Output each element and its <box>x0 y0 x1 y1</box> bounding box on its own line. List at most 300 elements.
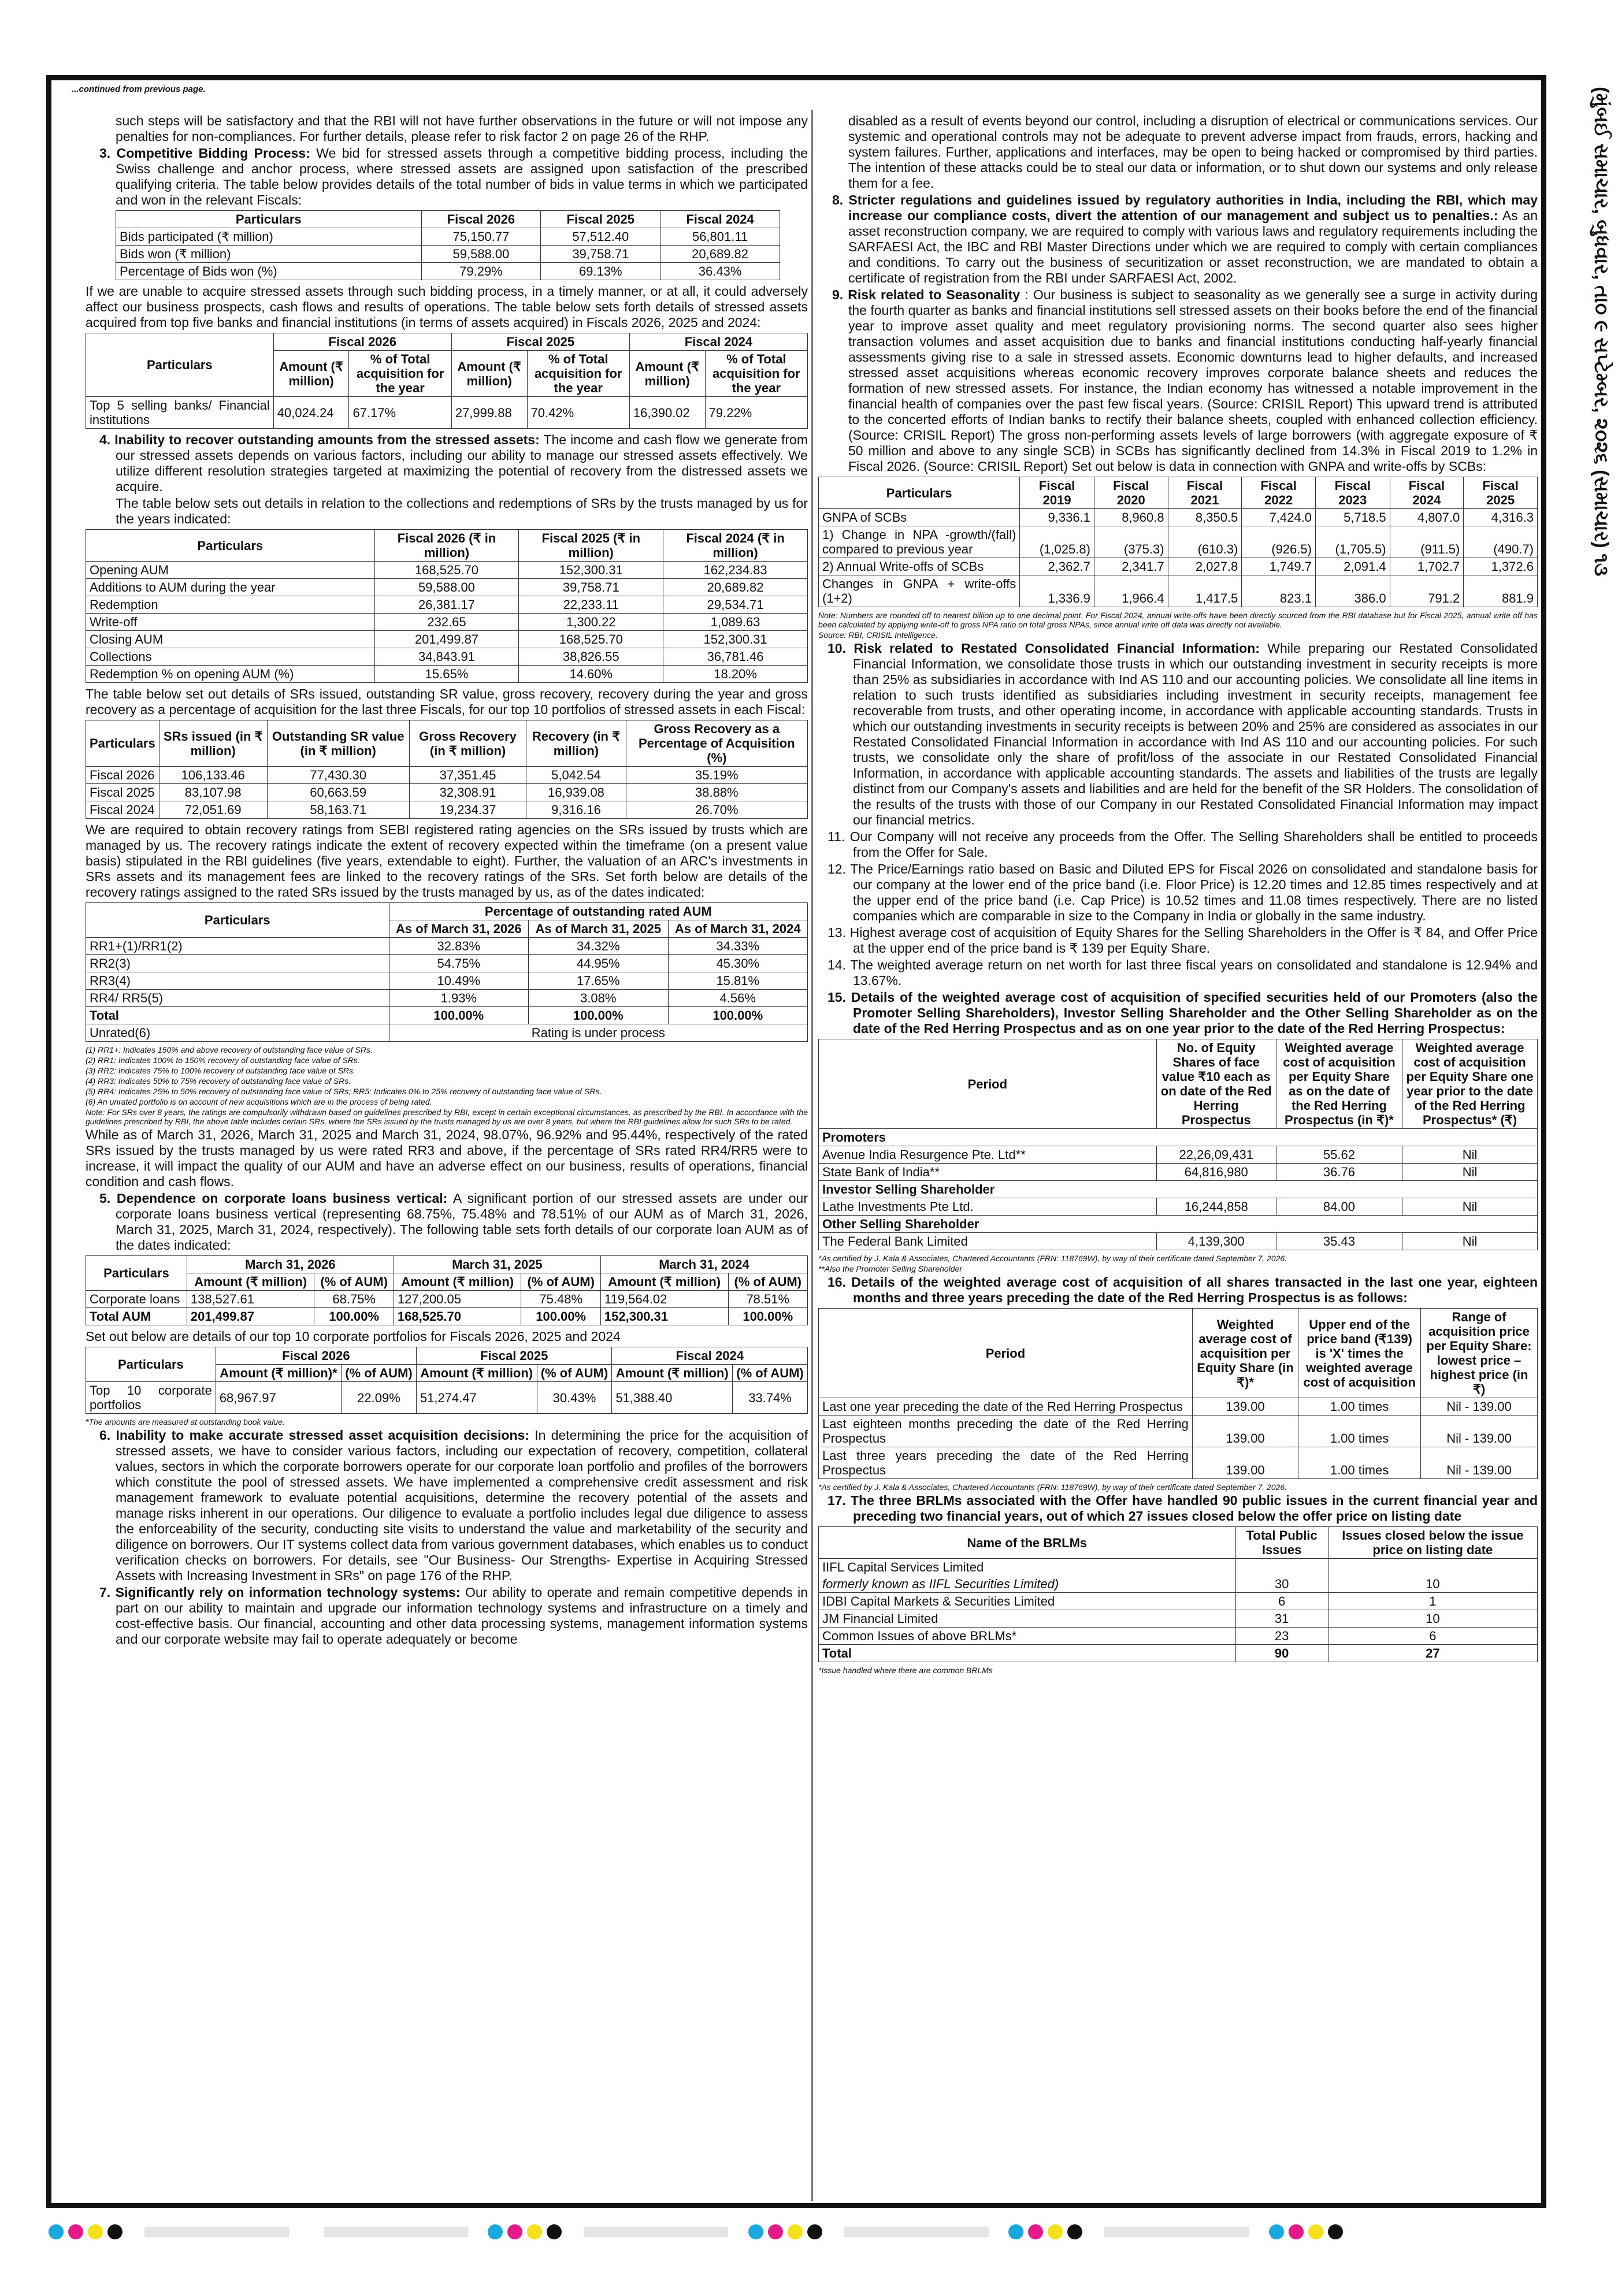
th: As of March 31, 2025 <box>529 920 668 938</box>
cell: 35.43 <box>1276 1233 1402 1250</box>
th: (% of AUM) <box>733 1365 808 1382</box>
note: Note: Numbers are rounded off to nearest billion up to one decimal point. For Fiscal 2024, annual write-offs have been directly sourced from the RBI database but for Fiscal 2025, annual write off has been calculated by applying write-off to gross NPA ratio on total gross NPAs, since annual write off data was directly not available. <box>818 611 1538 629</box>
th: Range of acquisition price per Equity Share: lowest price – highest price (in ₹) <box>1421 1309 1538 1398</box>
cell: Total <box>819 1645 1236 1662</box>
th: Period <box>819 1309 1193 1398</box>
cell: 1,089.63 <box>663 614 808 631</box>
cell: 67.17% <box>349 397 451 429</box>
cell: 1,702.7 <box>1390 558 1464 575</box>
cell: 20,689.82 <box>660 246 780 263</box>
cell: Avenue India Resurgence Pte. Ltd** <box>819 1146 1157 1164</box>
th: Fiscal 2025 (₹ in million) <box>519 530 663 562</box>
risk-heading: 4. Inability to recover outstanding amounts from the stressed assets: <box>99 432 540 447</box>
risk-heading: 7. Significantly rely on information technology systems: <box>99 1585 461 1600</box>
transacted-table <box>818 1308 1538 1479</box>
table-row <box>86 1382 808 1414</box>
magenta-dot <box>1289 2224 1304 2239</box>
cell: 20,689.82 <box>663 579 808 596</box>
risk-3 <box>86 146 808 208</box>
cell: 75,150.77 <box>421 228 541 246</box>
risk-text: A significant portion of our stressed assets are under our corporate loans business vertical (representing 68.75%, 75.48% and 78.51% of our AUM as of March 31, 2026, March 31, 2025, March 31, 2024, respectively). The following table sets forth details of our corporate loan AUM as of the dates indicated: <box>116 1191 808 1253</box>
gray-bar <box>844 2227 989 2237</box>
th: Fiscal 2026 (₹ in million) <box>374 530 519 562</box>
cell: 90 <box>1235 1645 1328 1662</box>
cell: 152,300.31 <box>600 1308 728 1325</box>
cell: RR1+(1)/RR1(2) <box>86 938 389 955</box>
cell <box>1328 1559 1537 1576</box>
table-row <box>86 579 808 596</box>
cell: 201,499.87 <box>374 631 519 648</box>
th: Particulars <box>86 903 389 938</box>
cell: Lathe Investments Pte Ltd. <box>819 1198 1157 1216</box>
table-row <box>819 509 1538 526</box>
th: Period <box>819 1039 1157 1129</box>
cell: RR4/ RR5(5) <box>86 990 389 1007</box>
risk-heading: 6. Inability to make accurate stressed asset acquisition decisions: <box>99 1428 529 1443</box>
cell: 60,663.59 <box>267 784 409 801</box>
th: As of March 31, 2024 <box>668 920 807 938</box>
cell: 119,564.02 <box>600 1291 728 1308</box>
cell: 83,107.98 <box>159 784 267 801</box>
th: (% of AUM) <box>537 1365 612 1382</box>
th: Percentage of outstanding rated AUM <box>389 903 807 920</box>
cell: 84.00 <box>1276 1198 1402 1216</box>
th: Fiscal 2019 <box>1020 477 1094 509</box>
para: such steps will be satisfactory and that the RBI will not have further observations in the future or will not impose any penalties for non-compliances. For further details, please refer to risk factor 2 on page 26 of the RHP. <box>116 113 808 144</box>
cell: 139.00 <box>1192 1416 1298 1447</box>
th: March 31, 2024 <box>600 1256 807 1273</box>
aum-table <box>86 529 808 683</box>
risk-6 <box>86 1428 808 1584</box>
cell: Fiscal 2026 <box>86 767 159 784</box>
th: Fiscal 2026 <box>273 333 451 351</box>
th: Fiscal 2025 <box>416 1347 612 1365</box>
risk-text: As an asset reconstruction company, we are required to comply with various laws and regulatory requirements including the SARFAESI Act, the IBC and RBI Master Directions under which we are required to comply with certain compliances and conditions. To carry out the business of securitization or asset reconstruction, we are mandated to obtain a certificate of registration from the RBI under SARFAESI Act, 2002. <box>848 208 1538 285</box>
th: March 31, 2025 <box>394 1256 600 1273</box>
cell: Last eighteen months preceding the date of the Red Herring Prospectus <box>819 1416 1193 1447</box>
cell: 1) Change in NPA -growth/(fall) compared to previous year <box>819 526 1020 558</box>
th: Amount (₹ million) <box>416 1365 537 1382</box>
cell: 30.43% <box>537 1382 612 1414</box>
cell: RR2(3) <box>86 955 389 972</box>
cell: 100.00% <box>728 1308 807 1325</box>
gray-bar <box>144 2227 289 2237</box>
cell: Last one year preceding the date of the Red Herring Prospectus <box>819 1398 1193 1416</box>
cell: 34,843.91 <box>374 648 519 666</box>
table-row <box>819 1233 1538 1250</box>
continued-note: ...continued from previous page. <box>72 84 206 94</box>
cell: 57,512.40 <box>541 228 660 246</box>
note: (2) RR1: Indicates 100% to 150% recovery of outstanding face value of SRs. <box>86 1056 360 1065</box>
th: Amount (₹ million) <box>612 1365 733 1382</box>
cell: 152,300.31 <box>519 562 663 579</box>
cell: 75.48% <box>521 1291 600 1308</box>
para: While as of March 31, 2026, March 31, 2025 and March 31, 2024, 98.07%, 96.92% and 95.44%, respectively of the rated SRs issued by the trusts managed by us were rated RR3 and above, if the percentage of SRs rated RR4/RR5 were to increase, it will impact the quality of our AUM and have an adverse effect on our business, results of operations, financial condition and cash flows. <box>86 1127 808 1189</box>
cell: 51,388.40 <box>612 1382 733 1414</box>
para: The table below sets out details in relation to the collections and redemptions of SRs by the trusts managed by us for the years indicated: <box>116 496 808 526</box>
table-row <box>819 1216 1538 1233</box>
para: Set out below are details of our top 10 corporate portfolios for Fiscals 2026, 2025 and 2024 <box>86 1329 621 1344</box>
th: Outstanding SR value (in ₹ million) <box>267 720 409 767</box>
magenta-dot <box>68 2224 83 2239</box>
cell: Nil <box>1402 1164 1538 1181</box>
risk-text: : Our business is subject to seasonality as we generally see a surge in activity during the fourth quarter as banks and financial institutions sell stressed assets on their books before the end of the financial year to improve asset quality and meet regulatory provisioning norms. The second quarter also sees higher transaction volumes and asset acquisition due to banks and financial institutions conducting half-yearly financial assessments giving rise to a sale in stressed assets. Economic downturns lead to higher defaults, and increased stressed asset acquisitions whereas economic recovery improves corporate balance sheets and reduces the formation of new stressed assets. For instance, the Indian economy has witnessed a notable improvement in the financial health of companies over the past few fiscal years. (Source: CRISIL Report) This upward trend is attributed to the concerted efforts of Indian banks to rectify their balance sheets, coupled with enhanced collection efficiency. (Source: CRISIL Report) The gross non-performing assets levels of large borrowers (with aggregate exposure of ₹ 50 million and above to any single SCB) in SCBs has significantly declined from 14.3% in Fiscal 2019 to 1.2% in Fiscal 2026. (Source: CRISIL Report) Set out below is data in connection with GNPA and write-offs by SCBs: <box>848 287 1538 474</box>
table-row <box>86 767 808 784</box>
table-row <box>819 1198 1538 1216</box>
risk-8 <box>818 192 1538 286</box>
cell: Other Selling Shareholder <box>819 1216 1538 1233</box>
th: Fiscal 2020 <box>1094 477 1168 509</box>
top10-table <box>86 1347 808 1414</box>
cell: 1.00 times <box>1298 1416 1421 1447</box>
cell: 4,139,300 <box>1156 1233 1276 1250</box>
cell: RR3(4) <box>86 972 389 990</box>
cell: The Federal Bank Limited <box>819 1233 1157 1250</box>
cell: 19,234.37 <box>409 801 526 819</box>
table-row <box>86 801 808 819</box>
item-15: 15. Details of the weighted average cost of acquisition of specified securities held of our Promoters (also the Promoter Selling Shareholders), Investor Selling Shareholder and the Other Selling Shareholder as on the date of the Red Herring Prospectus and as on one year prior to the date of the Red Herring Prospectus: <box>827 990 1538 1036</box>
cell: 27 <box>1328 1645 1537 1662</box>
cell: 106,133.46 <box>159 767 267 784</box>
table-row <box>819 1628 1538 1645</box>
cell: Nil - 139.00 <box>1421 1398 1538 1416</box>
cell: (926.5) <box>1242 526 1316 558</box>
cyan-dot <box>49 2224 64 2239</box>
th: Fiscal 2024 <box>660 211 780 228</box>
table-row <box>819 1129 1538 1146</box>
cell: 17.65% <box>529 972 668 990</box>
th: Particulars <box>86 530 375 562</box>
cell: Additions to AUM during the year <box>86 579 375 596</box>
cell: 791.2 <box>1390 575 1464 607</box>
black-dot <box>1328 2224 1343 2239</box>
cell: 1,336.9 <box>1020 575 1094 607</box>
th: Issues closed below the issue price on listing date <box>1328 1527 1537 1559</box>
cell: 152,300.31 <box>663 631 808 648</box>
risk-7 <box>86 1585 808 1647</box>
cell: 1,300.22 <box>519 614 663 631</box>
item-17: 17. The three BRLMs associated with the Offer have handled 90 public issues in the current financial year and preceding two financial years, out of which 27 issues closed below the offer price on listing date <box>827 1493 1538 1524</box>
th: Fiscal 2024 <box>1390 477 1464 509</box>
th: Particulars <box>116 211 422 228</box>
cell: 18.20% <box>663 666 808 683</box>
cyan-dot <box>488 2224 503 2239</box>
item-11: 11. Our Company will not receive any proceeds from the Offer. The Selling Shareholders shall be entitled to proceeds from the Offer for Sale. <box>827 829 1538 860</box>
cell: 64,816,980 <box>1156 1164 1276 1181</box>
table-row <box>819 1146 1538 1164</box>
cell: 6 <box>1328 1628 1537 1645</box>
table-row <box>819 1398 1538 1416</box>
cell: Common Issues of above BRLMs* <box>819 1628 1236 1645</box>
cell: 4,316.3 <box>1464 509 1538 526</box>
th: Fiscal 2026 <box>216 1347 416 1365</box>
table-row <box>86 1308 808 1325</box>
th: Fiscal 2025 <box>451 333 629 351</box>
cell: 58,163.71 <box>267 801 409 819</box>
left-column <box>86 113 808 1648</box>
cell: 139.00 <box>1192 1447 1298 1479</box>
risk-10 <box>818 641 1538 828</box>
cell: State Bank of India** <box>819 1164 1157 1181</box>
cell: 162,234.83 <box>663 562 808 579</box>
table-row <box>86 990 808 1007</box>
cell: Top 5 selling banks/ Financial institutions <box>86 397 274 429</box>
cell: 2,091.4 <box>1315 558 1390 575</box>
cell: 100.00% <box>389 1007 528 1024</box>
cell: 4,807.0 <box>1390 509 1464 526</box>
cell: 31 <box>1235 1610 1328 1628</box>
cell: 9,316.16 <box>526 801 626 819</box>
cell: (610.3) <box>1168 526 1242 558</box>
th: Fiscal 2025 <box>541 211 660 228</box>
cell: (1,025.8) <box>1020 526 1094 558</box>
th: Fiscal 2026 <box>421 211 541 228</box>
table-row <box>819 575 1538 607</box>
risk-heading: 9. Risk related to Seasonality <box>832 287 1020 302</box>
top5-table <box>86 333 808 429</box>
note: (6) An unrated portfolio is on account of new acquisitions which are in the process of being rated. <box>86 1097 432 1106</box>
table-row <box>819 1576 1538 1593</box>
cell: 78.51% <box>728 1291 807 1308</box>
cell: Closing AUM <box>86 631 375 648</box>
para: If we are unable to acquire stressed assets through such bidding process, in a timely manner, or at all, it could adversely affect our business prospects, cash flows and results of operations. The table below sets forth details of stressed assets acquired from top five banks and financial institutions (in terms of assets acquired) in Fiscals 2026, 2025 and 2024: <box>86 284 808 330</box>
cell: 22,26,09,431 <box>1156 1146 1276 1164</box>
rating-table <box>86 902 808 1042</box>
cell: 59,588.00 <box>421 246 541 263</box>
cell: Top 10 corporate portfolios <box>86 1382 216 1414</box>
th: Gross Recovery as a Percentage of Acquisition (%) <box>626 720 807 767</box>
gray-bar <box>1104 2227 1249 2237</box>
cell: IDBI Capital Markets & Securities Limited <box>819 1593 1236 1610</box>
cell: 201,499.87 <box>187 1308 314 1325</box>
para: disabled as a result of events beyond our control, including a disruption of electrical or communications services. Our systemic and operational controls may not be adequate to prevent adverse impact from frauds, errors, hacking and system failures. Further, applications and interfaces, may be open to being hacked or compromised by third parties. The intention of these attacks could be to steal our data or information, or to shut down our systems and only release them for a fee. <box>848 113 1538 191</box>
cell: Bids won (₹ million) <box>116 246 422 263</box>
cell: 39,758.71 <box>519 579 663 596</box>
cell: 100.00% <box>529 1007 668 1024</box>
cell: 36,781.46 <box>663 648 808 666</box>
cell: Redemption <box>86 596 375 614</box>
cell: 27,999.88 <box>451 397 527 429</box>
table-row <box>819 1593 1538 1610</box>
th: Weighted average cost of acquisition per Equity Share one year prior to the date of the Red Herring Prospectus* (₹) <box>1402 1039 1538 1129</box>
cell: (375.3) <box>1094 526 1168 558</box>
cell: Nil <box>1402 1146 1538 1164</box>
gray-bar <box>584 2227 728 2237</box>
cell: 79.22% <box>705 397 807 429</box>
table-row <box>86 784 808 801</box>
th: Fiscal 2024 <box>612 1347 808 1365</box>
black-dot <box>807 2224 822 2239</box>
th: (% of AUM) <box>521 1273 600 1291</box>
th: Weighted average cost of acquisition per Equity Share (in ₹)* <box>1192 1309 1298 1398</box>
th: Name of the BRLMs <box>819 1527 1236 1559</box>
cell: 23 <box>1235 1628 1328 1645</box>
cell: 22,233.11 <box>519 596 663 614</box>
cell: 1,966.4 <box>1094 575 1168 607</box>
note: *As certified by J. Kala & Associates, Chartered Accountants (FRN: 118769W), by way of their certificate dated September 7, 2026. <box>818 1483 1287 1492</box>
cyan-dot <box>748 2224 763 2239</box>
risk-heading: 10. Risk related to Restated Consolidated Financial Information: <box>827 641 1260 656</box>
cell: Last three years preceding the date of the Red Herring Prospectus <box>819 1447 1193 1479</box>
cell: Bids participated (₹ million) <box>116 228 422 246</box>
yellow-dot <box>527 2224 542 2239</box>
cell: 1.00 times <box>1298 1398 1421 1416</box>
table-row <box>116 246 780 263</box>
cell: Nil - 139.00 <box>1421 1416 1538 1447</box>
side-masthead: (મુંબઈ સમાચાર, બુધવાર, તા૦ ૯ સપ્ટેમ્બર, ૨૦૨૬ (સમાચાર) ૧૩ <box>1590 87 1612 577</box>
cell: 2,027.8 <box>1168 558 1242 575</box>
cell: 34.33% <box>668 938 807 955</box>
yellow-dot <box>1048 2224 1063 2239</box>
table-row <box>86 614 808 631</box>
cell: 10 <box>1328 1576 1537 1593</box>
table-row <box>819 1181 1538 1198</box>
cyan-dot <box>1008 2224 1023 2239</box>
column-divider <box>811 110 813 2201</box>
cell: 232.65 <box>374 614 519 631</box>
cell: 32,308.91 <box>409 784 526 801</box>
table-row <box>116 263 780 280</box>
cell: 2) Annual Write-offs of SCBs <box>819 558 1020 575</box>
th: No. of Equity Shares of face value ₹10 each as on date of the Red Herring Prospectus <box>1156 1039 1276 1129</box>
th: (% of AUM) <box>314 1273 394 1291</box>
item-16: 16. Details of the weighted average cost of acquisition of all shares transacted in the last one year, eighteen months and three years preceding the date of the Red Herring Prospectus is as follows: <box>827 1275 1538 1305</box>
th: Amount (₹ million) <box>394 1273 521 1291</box>
cell: 4.56% <box>668 990 807 1007</box>
cell: 38,826.55 <box>519 648 663 666</box>
table-row <box>86 648 808 666</box>
note: Source: RBI, CRISIL Intelligence. <box>818 630 938 640</box>
th: Fiscal 2024 (₹ in million) <box>663 530 808 562</box>
cell: (911.5) <box>1390 526 1464 558</box>
magenta-dot <box>507 2224 522 2239</box>
th: As of March 31, 2026 <box>389 920 528 938</box>
cell: 34.32% <box>529 938 668 955</box>
registration-marks <box>49 2224 1348 2247</box>
risk-5 <box>86 1191 808 1253</box>
cell: 100.00% <box>314 1308 394 1325</box>
th: Amount (₹ million) <box>273 351 349 397</box>
note: (3) RR2: Indicates 75% to 100% recovery of outstanding face value of SRs. <box>86 1066 355 1075</box>
table-row <box>86 1024 808 1042</box>
note: (5) RR4: Indicates 25% to 50% recovery of outstanding face value of SRs; RR5: Indicates 0% to 25% recovery of outstanding face value of SRs. <box>86 1087 602 1096</box>
note: Note: For SRs over 8 years, the ratings are compulsorily withdrawn based on guidelines prescribed by RBI, except in certain exceptional circumstances, as prescribed by the RBI. In accordance with the guidelines prescribed by RBI, the above table includes certain SRs, where the SRs issued by the trusts managed by us are over 8 years, but where the RBI guidelines allow for such SRs to be rated. <box>86 1108 808 1126</box>
right-column <box>818 113 1538 1676</box>
cell: 1.00 times <box>1298 1447 1421 1479</box>
cell: 26.70% <box>626 801 807 819</box>
black-dot <box>547 2224 562 2239</box>
cell: 72,051.69 <box>159 801 267 819</box>
cell: 16,390.02 <box>629 397 705 429</box>
th: Particulars <box>86 1256 187 1291</box>
cell: 29,534.71 <box>663 596 808 614</box>
cell: 168,525.70 <box>519 631 663 648</box>
th: Particulars <box>86 720 159 767</box>
risk-text: Our ability to operate and remain competitive depends in part on our ability to maintain and upgrade our information technology systems and infrastructure on a timely and cost-effective basis. Our financial, accounting and other data processing systems, management information systems and our corporate website may fail to operate adequately or become <box>116 1585 808 1647</box>
note: *Issue handled where there are common BRLMs <box>818 1666 993 1675</box>
table-row <box>86 562 808 579</box>
th: Upper end of the price band (₹139) is 'X' times the weighted average cost of acquisition <box>1298 1309 1421 1398</box>
table-row <box>86 938 808 955</box>
cell: 15.81% <box>668 972 807 990</box>
cell: 1,372.6 <box>1464 558 1538 575</box>
note: *As certified by J. Kala & Associates, Chartered Accountants (FRN: 118769W), by way of their certificate dated September 7, 2026. <box>818 1254 1287 1263</box>
wacq-table <box>818 1039 1538 1250</box>
risk-heading: 5. Dependence on corporate loans business vertical: <box>99 1191 448 1206</box>
cyan-dot <box>1269 2224 1284 2239</box>
cell: Promoters <box>819 1129 1538 1146</box>
table-row <box>86 397 808 429</box>
th: Weighted average cost of acquisition per Equity Share as on the date of the Red Herring Prospectus (in ₹)* <box>1276 1039 1402 1129</box>
cell: 44.95% <box>529 955 668 972</box>
cell: 139.00 <box>1192 1398 1298 1416</box>
yellow-dot <box>1308 2224 1323 2239</box>
table-row <box>86 1007 808 1024</box>
gray-bar <box>324 2227 468 2237</box>
gnpa-table <box>818 477 1538 607</box>
cell: Investor Selling Shareholder <box>819 1181 1538 1198</box>
cell: Unrated(6) <box>86 1024 389 1042</box>
risk-heading: 3. Competitive Bidding Process: <box>99 146 310 161</box>
cell: 56,801.11 <box>660 228 780 246</box>
cell: Percentage of Bids won (%) <box>116 263 422 280</box>
note: **Also the Promoter Selling Shareholder <box>818 1264 963 1273</box>
th: (% of AUM) <box>341 1365 416 1382</box>
cell: 8,960.8 <box>1094 509 1168 526</box>
black-dot <box>1067 2224 1082 2239</box>
cell: 14.60% <box>519 666 663 683</box>
cell: 38.88% <box>626 784 807 801</box>
cell: Write-off <box>86 614 375 631</box>
cell: 16,939.08 <box>526 784 626 801</box>
cell: 55.62 <box>1276 1146 1402 1164</box>
sr-table <box>86 720 808 819</box>
th: (% of AUM) <box>728 1273 807 1291</box>
item-14: 14. The weighted average return on net worth for last three fiscal years on consolidated and standalone is 12.94% and 13.67%. <box>827 957 1538 988</box>
cell: JM Financial Limited <box>819 1610 1236 1628</box>
risk-4 <box>86 432 808 495</box>
bids-table <box>116 210 780 280</box>
cell: 37,351.45 <box>409 767 526 784</box>
cell: Collections <box>86 648 375 666</box>
th: Recovery (in ₹ million) <box>526 720 626 767</box>
cell: 9,336.1 <box>1020 509 1094 526</box>
cell: 32.83% <box>389 938 528 955</box>
cell: 36.76 <box>1276 1164 1402 1181</box>
th: Fiscal 2021 <box>1168 477 1242 509</box>
cell: 881.9 <box>1464 575 1538 607</box>
cell: GNPA of SCBs <box>819 509 1020 526</box>
cell: 2,341.7 <box>1094 558 1168 575</box>
cell: Nil - 139.00 <box>1421 1447 1538 1479</box>
cell: 8,350.5 <box>1168 509 1242 526</box>
cell: Total <box>86 1007 389 1024</box>
cell: (1,705.5) <box>1315 526 1390 558</box>
cell: 70.42% <box>527 397 629 429</box>
table-row <box>819 1447 1538 1479</box>
cell: 168,525.70 <box>374 562 519 579</box>
cell: 1.93% <box>389 990 528 1007</box>
cell: Rating is under process <box>389 1024 807 1042</box>
cell: Fiscal 2024 <box>86 801 159 819</box>
cell: Nil <box>1402 1198 1538 1216</box>
th: Amount (₹ million) <box>629 351 705 397</box>
cell <box>1235 1559 1328 1576</box>
cell: 7,424.0 <box>1242 509 1316 526</box>
th: Particulars <box>86 333 274 397</box>
th: % of Total acquisition for the year <box>527 351 629 397</box>
item-13: 13. Highest average cost of acquisition of Equity Shares for the Selling Shareholders in the Offer is ₹ 84, and Offer Price at the upper end of the price band is ₹ 139 per Equity Share. <box>827 925 1538 956</box>
